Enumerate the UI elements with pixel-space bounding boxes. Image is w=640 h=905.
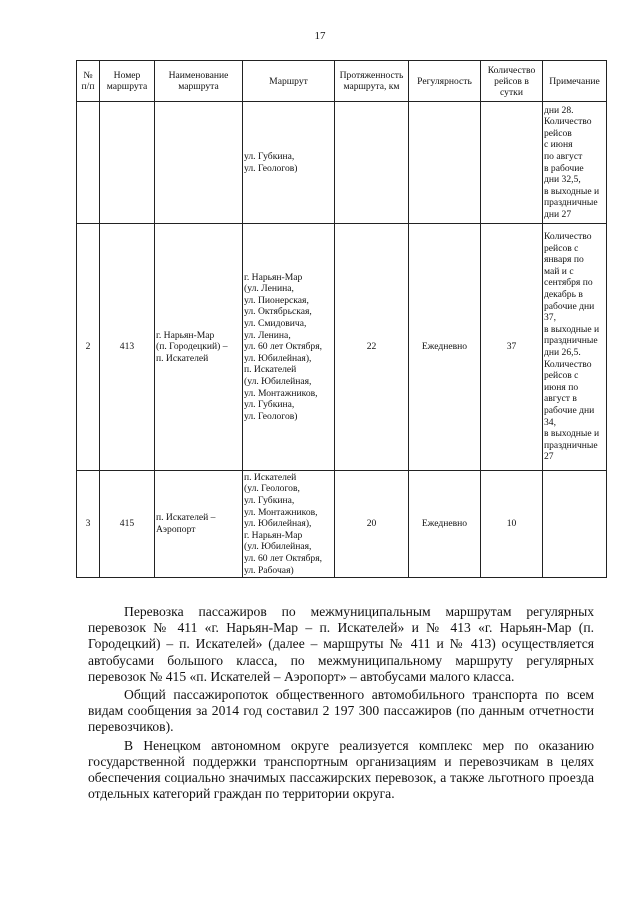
text-line: Номер — [113, 70, 141, 81]
header-length — [335, 61, 409, 102]
cell-regularity: Ежедневно — [409, 471, 481, 578]
text-line: Количество — [487, 64, 536, 76]
text-line: праздничные — [544, 335, 598, 347]
text-line: 27 — [544, 451, 554, 463]
text-line: по август — [544, 150, 583, 162]
text-line: п. Искателей — [244, 471, 297, 483]
text-line: г. Нарьян-Мар — [244, 271, 303, 283]
header-lines — [410, 76, 479, 87]
text-line: Маршрут — [269, 75, 308, 87]
cell-route — [243, 102, 335, 224]
cell-route-name — [155, 224, 243, 471]
cell-note — [543, 102, 607, 224]
routes-table — [76, 60, 607, 578]
cell-route-name — [155, 102, 243, 224]
text-line: ул. Геологов) — [244, 410, 298, 422]
cell-num: 2 — [77, 224, 100, 471]
header-route-number — [100, 61, 155, 102]
text-line: рабочие дни — [544, 404, 595, 416]
text-line: ул. Смидовича, — [244, 318, 307, 330]
page-number: 17 — [314, 30, 326, 42]
text-line: (п. Городецкий) – — [156, 341, 228, 353]
text-line: декабрь в — [544, 289, 583, 301]
cell-num — [77, 102, 100, 224]
text-line: ул. 60 лет Октября, — [244, 552, 323, 564]
cell-route-number — [100, 102, 155, 224]
cell-length: 20 — [335, 471, 409, 578]
text-line: ул. Рабочая) — [244, 564, 294, 576]
table-row — [77, 102, 607, 224]
paragraph: Перевозка пассажиров по межмуниципальным маршрутам регулярных перевозок № 411 «г. Нарьян-Мар – п. Искателей» и № 413 «г. Нарьян-Мар (п. Городецкий) – п. Искателей» (далее – маршруты № 411 и № 413) осуществляется автобусами большого класса, по межмуниципальному маршруту регулярных перевозок № 415 «п. Искателей – Аэропорт» – автобусами малого класса. — [88, 604, 594, 684]
text-line: сентября по — [544, 277, 593, 289]
text-line: ул. Юбилейная), — [244, 518, 312, 530]
text-line: п/п — [81, 81, 95, 92]
header-lines — [244, 76, 333, 87]
text-line: (ул. Юбилейная, — [244, 541, 312, 553]
text-line: ул. Губкина, — [244, 495, 295, 507]
text-line: маршрута — [106, 81, 148, 92]
text-line: ул. Губкина, — [244, 150, 295, 162]
text-line: в рабочие — [544, 162, 584, 174]
text-line: рейсов с — [544, 242, 579, 254]
table-row — [77, 471, 607, 578]
text-line: маршрута — [178, 81, 219, 92]
text-line: Аэропорт — [156, 524, 196, 535]
cell-regularity — [409, 102, 481, 224]
text-line: Количество — [544, 231, 592, 243]
text-line: июня по — [544, 381, 579, 393]
text-line: (ул. Геологов, — [244, 483, 300, 495]
text-line: п. Искателей — [244, 364, 297, 376]
cell-route-number: 415 — [100, 471, 155, 578]
header-lines — [544, 76, 605, 87]
text-line: ул. Монтажников, — [244, 387, 318, 399]
header-note — [543, 61, 607, 102]
text-line: п. Искателей – — [156, 512, 216, 524]
text-line: рабочие дни — [544, 300, 595, 312]
cell-trips: 10 — [481, 471, 543, 578]
cell-route-number: 413 — [100, 224, 155, 471]
text-line: рейсов с — [544, 370, 579, 382]
text-line: ул. 60 лет Октября, — [244, 341, 323, 353]
text-line: ул. Октябрьская, — [244, 306, 312, 318]
text-line: дни 27 — [544, 208, 572, 220]
table-header-row — [77, 61, 607, 102]
text-line: май и с — [544, 265, 574, 277]
text-line: в выходные и — [544, 428, 600, 440]
text-line: в выходные и — [544, 323, 600, 335]
text-line: рейсов в — [494, 75, 529, 87]
text-line: в выходные и — [544, 185, 600, 197]
text-line: г. Нарьян-Мар — [244, 529, 303, 541]
paragraph: Общий пассажиропоток общественного автомобильного транспорта по всем видам сообщения за 2014 год составил 2 197 300 пассажиров (по данным отчетности перевозчиков). — [88, 687, 594, 735]
text-line: п. Искателей — [156, 352, 209, 364]
text-line: (ул. Юбилейная, — [244, 375, 312, 387]
text-line: ул. Ленина, — [244, 329, 291, 341]
cell-length — [335, 102, 409, 224]
paragraph: В Ненецком автономном округе реализуется комплекс мер по оказанию государственной поддержки транспортным организациям и перевозчикам в целях обеспечения социально значимых пассажирских перевозок, а также льготного проезда отдельных категорий граждан по территории округа. — [88, 737, 594, 802]
text-line: Примечание — [549, 75, 600, 87]
header-lines — [156, 70, 241, 92]
text-line: ул. Губкина, — [244, 399, 295, 411]
header-trips — [481, 61, 543, 102]
cell-route — [243, 471, 335, 578]
header-lines — [336, 70, 407, 92]
text-line: 37, — [544, 312, 556, 324]
cell-num: 3 — [77, 471, 100, 578]
text-line: января по — [544, 254, 584, 266]
text-line: Регулярность — [417, 75, 472, 87]
text-line: ул. Юбилейная), — [244, 352, 312, 364]
cell-regularity: Ежедневно — [409, 224, 481, 471]
text-line: 34, — [544, 416, 556, 428]
cell-route — [243, 224, 335, 471]
text-line: праздничные — [544, 197, 598, 209]
text-line: (ул. Ленина, — [244, 283, 294, 295]
text-line: дни 28. — [544, 104, 574, 116]
text-line: август в — [544, 393, 577, 405]
text-line: ул. Монтажников, — [244, 506, 318, 518]
text-line: маршрута, км — [343, 81, 400, 92]
text-line: рейсов — [544, 127, 572, 139]
text-line: дни 32,5, — [544, 174, 581, 186]
text-line: ул. Геологов) — [244, 162, 298, 174]
text-line: Протяженность — [339, 70, 404, 81]
cell-length: 22 — [335, 224, 409, 471]
header-lines — [482, 65, 541, 98]
header-lines — [78, 70, 98, 92]
text-line: № — [83, 70, 93, 81]
text-line: сутки — [500, 86, 523, 98]
header-num — [77, 61, 100, 102]
body-text — [88, 604, 594, 804]
text-line: Количество — [544, 116, 592, 128]
text-line: ул. Пионерская, — [244, 294, 309, 306]
cell-trips — [481, 102, 543, 224]
text-line: г. Нарьян-Мар — [156, 329, 215, 341]
text-line: Количество — [544, 358, 592, 370]
header-route-name — [155, 61, 243, 102]
header-route — [243, 61, 335, 102]
text-line: праздничные — [544, 439, 598, 451]
table-row — [77, 224, 607, 471]
cell-note — [543, 471, 607, 578]
text-line: Наименование — [168, 70, 229, 81]
header-lines — [101, 70, 153, 92]
cell-trips: 37 — [481, 224, 543, 471]
text-line: с июня — [544, 139, 573, 151]
cell-note — [543, 224, 607, 471]
cell-route-name — [155, 471, 243, 578]
header-regularity — [409, 61, 481, 102]
text-line: дни 26,5. — [544, 347, 581, 358]
